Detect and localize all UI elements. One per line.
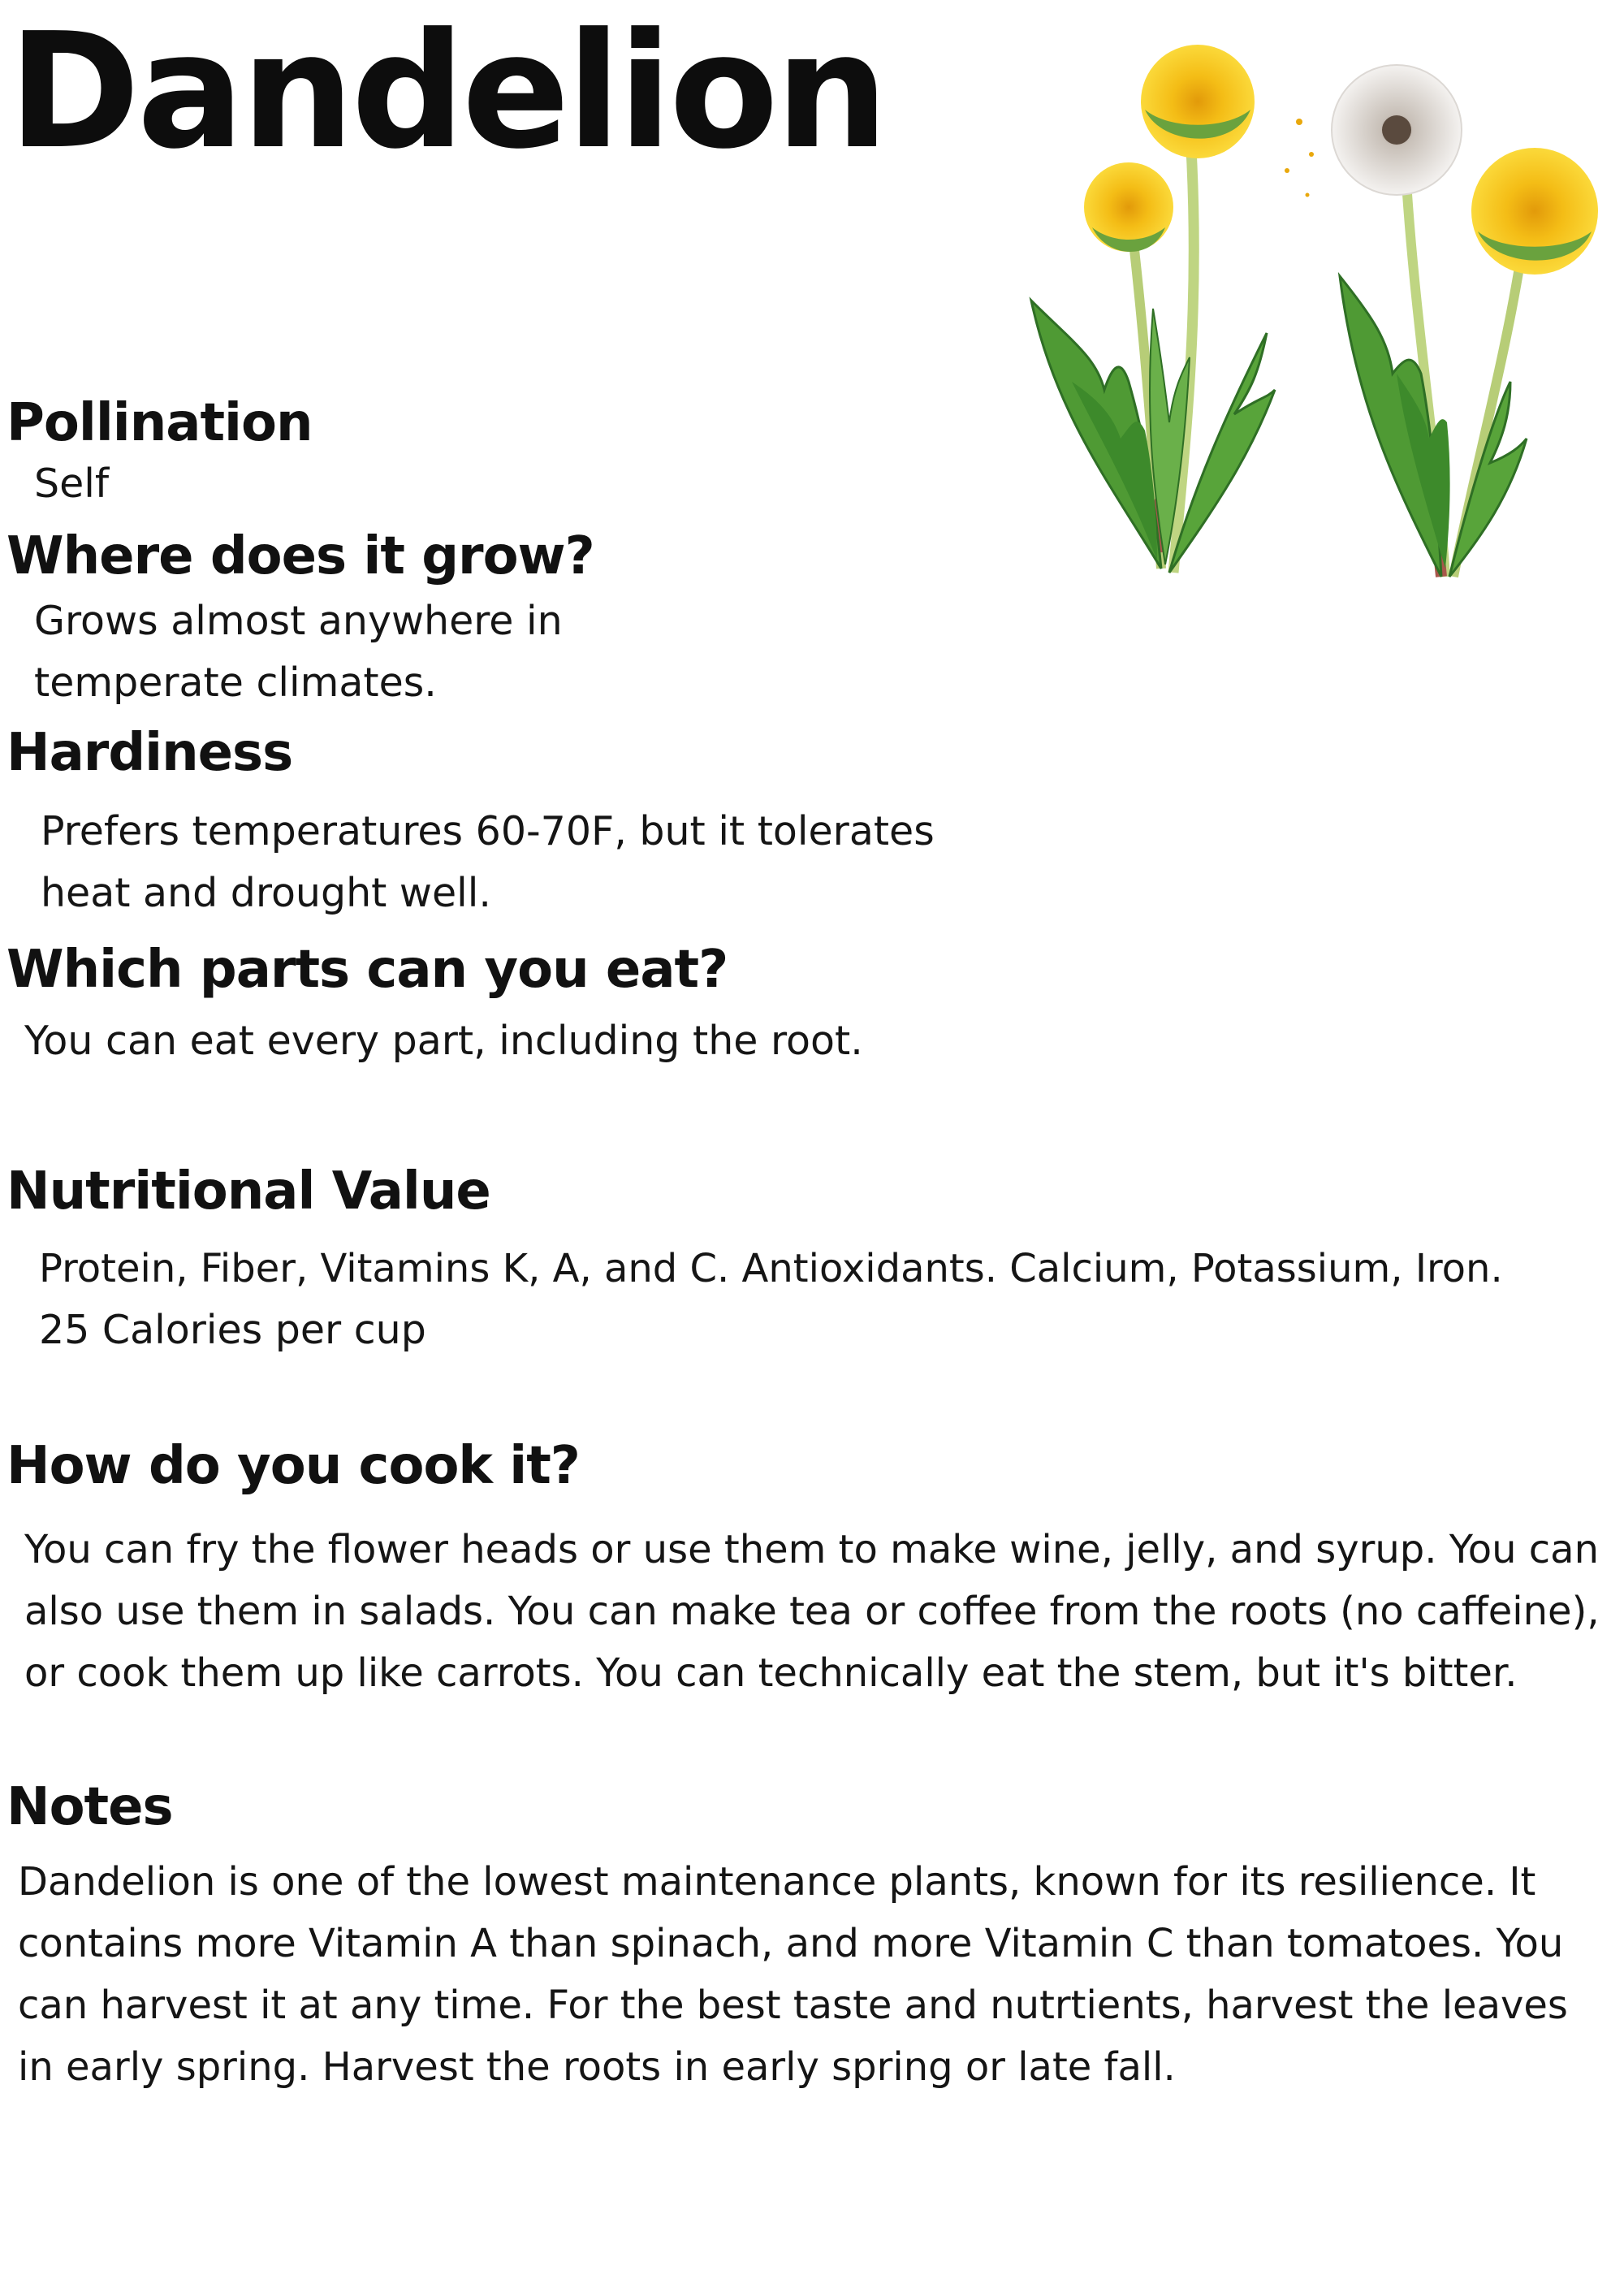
edible-parts-text: You can eat every part, including the root. — [24, 1018, 863, 1064]
section-heading-where-grow: Where does it grow? — [6, 526, 594, 586]
notes-text: Dandelion is one of the lowest maintenance plants, known for its resilience. It contains more Vitamin A than spinach, and more Vitamin C than tomatoes. You can harvest it at any time. For the best taste and nutrtients, harvest the leaves in early spring. Harvest the roots in early spring or late fall. — [18, 1859, 1568, 2090]
right-plant — [1285, 65, 1598, 577]
flower-small-left — [1084, 162, 1173, 252]
cooking-text: You can fry the flower heads or use them to make wine, jelly, and syrup. You can also use them in salads. You can make tea or coffee from the roots (no caffeine), or cook them up like carrots. You can technically eat the stem, but it's bitter. — [24, 1527, 1600, 1696]
page-title: Dandelion — [8, 0, 886, 184]
section-heading-notes: Notes — [6, 1777, 173, 1837]
section-heading-pollination: Pollination — [6, 393, 313, 453]
calories-text: 25 Calories per cup — [39, 1307, 426, 1353]
left-plant — [1031, 45, 1275, 573]
flower-right — [1471, 148, 1598, 275]
section-heading-edible-parts: Which parts can you eat? — [6, 940, 728, 1000]
section-heading-cooking: How do you cook it? — [6, 1436, 580, 1496]
flower-top-left — [1141, 45, 1255, 158]
section-heading-nutrition: Nutritional Value — [6, 1161, 490, 1222]
dandelion-illustration — [1023, 32, 1624, 593]
where-grow-text: Grows almost anywhere in temperate climates. — [34, 598, 563, 706]
pollination-text: Self — [34, 461, 110, 507]
section-heading-hardiness: Hardiness — [6, 723, 293, 783]
nutrition-text: Protein, Fiber, Vitamins K, A, and C. Antioxidants. Calcium, Potassium, Iron. — [39, 1246, 1503, 1291]
hardiness-text: Prefers temperatures 60-70F, but it tolerates heat and drought well. — [41, 808, 935, 916]
seed-head — [1332, 65, 1462, 195]
